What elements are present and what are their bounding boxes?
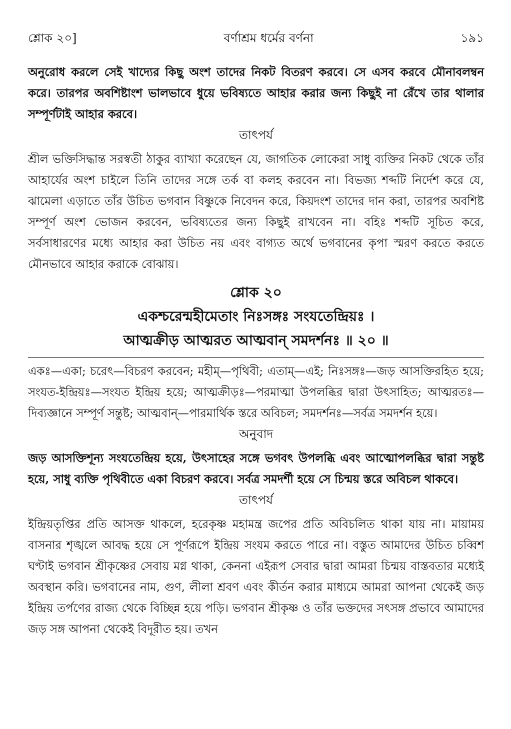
intro-paragraph: অনুরোধ করলে সেই খাদ্যের কিছু অংশ তাদের নিকট বিতরণ করবে। সে এসব করবে মৌনাবলম্বন করে। তারপর অবশিষ্টাংশ ভালভাবে ধুয়ে ভবিষ্যতে আহার করার জন্য কিছুই না রেঁখে তার থালার সম্পূর্ণটাই আহার করবে। (28, 65, 484, 121)
purport-paragraph: শ্রীল ভক্তিসিদ্ধান্ত সরস্বতী ঠাকুর ব্যাখ্যা করেছেন যে, জাগতিক লোকেরা সাধু ব্যক্তির নিকট থেকে তাঁর আহার্যের অংশ চাইলে তিনি তাদের সঙ্গে তর্ক বা কলহ করবেন না। বিভজ্য শব্দটি নির্দেশ করে যে, ঝামেলা এড়াতে তাঁর উচিত ভগবান বিষ্ণুকে নিবেদন করে, কিয়দংশ তাদের দান করা, তারপর অবশিষ্ট সম্পূর্ণ অংশ ভোজন করবেন, ভবিষ্যতের জন্য কিছুই রাখবেন না। বহিঃ শব্দটি সূচিত করে, সর্বসাধারণের মধ্যে আহার করা উচিত নয় এবং বাগ্যত অর্থে ভগবানের কৃপা স্মরণ করতে করতে মৌনভাবে আহার করাকে বোঝায়। (28, 152, 484, 271)
verse-reference: শ্লোক ২০] (28, 31, 77, 45)
verse-line-2: আত্মক্রীড় আত্মরত আত্মবান্ সমদর্শনঃ ॥ ২০ ॥ (123, 333, 389, 349)
verse-title: শ্লোক ২০ (230, 285, 282, 301)
translation-heading: অনুবাদ (238, 427, 274, 441)
purport-paragraph-2: ইন্দ্রিয়তৃপ্তির প্রতি আসক্ত থাকলে, হরেকৃষ্ণ মহামন্ত্র জপের প্রতি অবিচলিত থাকা যায় না। মায়াময় বাসনার শৃঙ্খলে আবদ্ধ হয়ে সে পূর্ণরূপে ইন্দ্রিয় সংযম করতে পারে না। বস্তুত আমাদের উচিত চব্বিশ ঘণ্টাই ভগবান শ্রীকৃষ্ণের সেবায় মগ্ন থাকা, কেননা এইরূপ সেবার দ্বারা আমরা চিন্ময় বাস্তবতার মধ্যেই অবস্থান করি। ভগবানের নাম, গুণ, লীলা শ্রবণ এবং কীর্তন করার মাধ্যমে আমরা আপনা থেকেই জড় ইন্দ্রিয় তর্পণের রাজ্য থেকে বিচ্ছিন্ন হয়ে পড়ি। ভগবান শ্রীকৃষ্ণ ও তাঁর ভক্তদের সৎসঙ্গ প্রভাবে আমাদের জড় সঙ্গ আপনা থেকেই বিদূরীত হয়। তখন (28, 517, 484, 636)
running-header (28, 30, 484, 50)
chapter-title: বর্ণাশ্রম ধর্মের বর্ণনা (223, 31, 314, 45)
purport-heading: তাৎপর্য (239, 128, 273, 142)
verse-line-1: একশ্চরেন্মহীমেতাং নিঃসঙ্গঃ সংযতেন্দ্রিয়ঃ । (137, 309, 375, 325)
book-page (28, 30, 484, 640)
synonyms-paragraph: একঃ—একা; চরেৎ—বিচরণ করবেন; মহীম্—পৃথিবী; এতাম্—এই; নিঃসঙ্গঃ—জড় আসক্তিরহিত হয়ে; সংযত-ইন্দ্রিয়ঃ—সংযত ইন্দ্রিয় হয়ে; আত্মক্রীড়ঃ—পরমাত্মা উপলব্ধির দ্বারা উৎসাহিত; আত্মরতঃ—দিব্যজ্ঞানে সম্পূর্ণ সন্তুষ্ট; আত্মবান্—পারমার্থিক স্তরে অবিচল; সমদর্শনঃ—সর্বত্র সমদর্শন হয়ে। (28, 364, 484, 420)
purport-heading-2: তাৎপর্য (239, 493, 273, 507)
translation-paragraph: জড় আসক্তিশূন্য সংযতেন্দ্রিয় হয়ে, উৎসাহের সঙ্গে ভগবৎ উপলব্ধি এবং আত্মোপলব্ধির দ্বারা সন্তুষ্ট হয়ে, সাধু ব্যক্তি পৃথিবীতে একা বিচরণ করবে। সর্বত্র সমদর্শী হয়ে সে চিন্ময় স্তরে অবিচল থাকবে। (28, 451, 484, 486)
page-number: ১৯১ (460, 31, 484, 45)
divider (28, 357, 484, 358)
